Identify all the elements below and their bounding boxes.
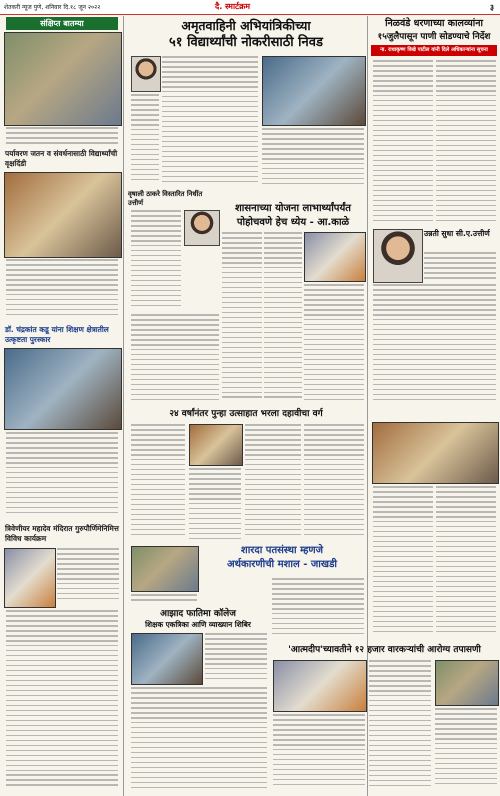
story2-headline: डॉ. चंद्रकांत कडू यांना शिक्षण क्षेत्रातील उत्कृष्टता पुरस्कार: [5, 325, 109, 344]
sharda-headline-line1: शारदा पतसंस्था म्हणजे: [240, 545, 324, 556]
column-rule: [123, 16, 124, 796]
scheme-headline-line2: पोहोचवणे हेच ध्येय - आ.काळे: [236, 217, 350, 228]
fatima-headline-line1: आझाद फातिमा कॉलेज: [160, 609, 236, 619]
story3-headline: त्रिवेणीयर महादेव मंदिरात गुरुपौर्णिमेनिमित्त विविध कार्यक्रम: [5, 524, 119, 543]
story1-headline: पर्यावरण जतन व संवर्धनासाठी विद्यार्थ्यांची वृक्षदिंडी: [5, 149, 118, 168]
sharda-caption: [131, 594, 197, 604]
health-body-col3: [435, 708, 497, 792]
class-body-col4: [304, 424, 364, 542]
health-camp-photo: [273, 660, 367, 712]
award-photo: [4, 348, 122, 430]
scheme-body-col1: [222, 232, 262, 404]
class-body-col1: [131, 424, 185, 542]
sub-story-body-2: [131, 314, 219, 404]
side-body: [373, 284, 496, 404]
person-portrait: [131, 56, 161, 92]
story1-body: [6, 259, 118, 321]
main-headline-line1: अमृतवाहिनी अभियांत्रिकीच्या: [181, 18, 311, 33]
class-body-col3: [245, 424, 301, 542]
student-portrait: [184, 210, 220, 246]
column-rule: [367, 16, 368, 796]
photo-caption-text: [6, 127, 118, 147]
fatima-photo: [131, 633, 203, 685]
fatima-headline-line2: शिक्षक एकत्रिका आणि व्याख्यान शिबिर: [145, 620, 251, 629]
story2-body: [6, 432, 118, 520]
story3-body-wrap: [57, 548, 119, 606]
side-headline: उन्नती सुधा सी.ए.उत्तीर्ण: [424, 229, 490, 238]
credit-society-photo: [372, 422, 499, 484]
health-body-col1: [273, 714, 365, 792]
sub-story-body: [131, 210, 181, 310]
page-header: [0, 0, 500, 15]
scheme-body-col3: [304, 284, 364, 404]
event-photo: [4, 32, 122, 126]
health-photo-2: [435, 660, 499, 706]
story3-body: [6, 610, 118, 792]
class-reunion-headline: २४ वर्षांनंतर पुन्हा उत्साहात भरला दहावीचा वर्ग: [169, 409, 323, 419]
main-headline-line2: ५१ विद्यार्थ्यांची नोकरीसाठी निवड: [169, 35, 323, 50]
sharda-photo: [131, 546, 199, 592]
students-group-photo: [262, 56, 366, 126]
dam-headline-line2: १५जुलैपासून पाणी सोडण्याचे निर्देश: [377, 32, 491, 42]
fatima-body-side: [205, 633, 267, 683]
health-body-col2: [369, 660, 431, 792]
header-page-number: ३: [489, 3, 494, 12]
sub-headline: वृषाली ठाकरे विस्तारित निधींत उत्तीर्ण: [128, 190, 203, 207]
dam-body-col2: [436, 60, 496, 228]
credit-body-col1: [373, 486, 433, 636]
temple-photo: [4, 548, 56, 608]
scheme-body-col2: [264, 232, 302, 404]
health-checkup-headline: 'आत्मदीप'च्यावतीने १२ हजार वारकऱ्यांची आरोग्य तपासणी: [288, 645, 481, 655]
brief-news-banner: संक्षिप्त बातम्या: [6, 17, 118, 30]
main-story-body-col0: [131, 94, 159, 186]
sharda-body: [272, 578, 364, 638]
main-story-body-col1: [162, 56, 258, 186]
dam-body-col1: [373, 60, 433, 228]
credit-body-col2: [436, 486, 496, 636]
sharda-headline-line2: अर्थकारणीची मशाल - जाखडी: [226, 559, 338, 570]
fatima-body: [131, 687, 267, 792]
class-body-col2: [189, 468, 241, 542]
side-body-top: [424, 252, 496, 282]
tree-rally-photo: [4, 172, 122, 258]
dam-headline-line1: निळवंडे धरणाच्या कालव्यांना: [385, 18, 483, 29]
mla-event-photo: [304, 232, 366, 282]
header-dateline: शेतकरी न्यूज पुणे, शनिवार दि.१८ जून २०२२: [4, 4, 101, 11]
main-story-body-col2: [262, 128, 364, 186]
graduate-portrait: [373, 229, 423, 283]
header-masthead: दै. स्मार्टक्रम: [215, 2, 250, 11]
dam-red-strip: ना. राधाकृष्ण विखे पाटील यांनी दिले अधिकाऱ्यांना सूचना: [371, 45, 497, 56]
scheme-headline-line1: शासनाच्या योजना लाभार्थ्यांपर्यंत: [235, 203, 351, 214]
reunion-photo-small: [189, 424, 243, 466]
